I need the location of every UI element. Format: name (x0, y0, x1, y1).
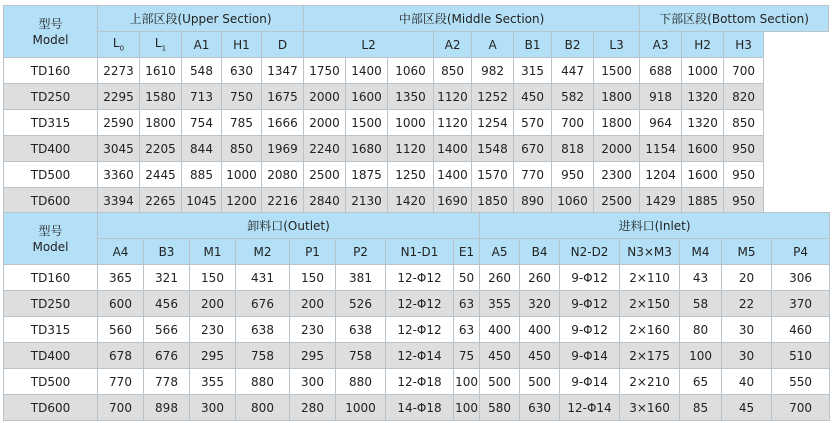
column-header-label: M5 (737, 244, 756, 259)
table-cell: 880 (336, 369, 386, 395)
column-header-label: N1-D1 (400, 244, 439, 259)
column-header (434, 32, 472, 58)
table-cell: 1429 (640, 188, 682, 214)
table-cell: 1045 (182, 188, 222, 214)
table-cell: 1400 (434, 162, 472, 188)
table-cell: 770 (514, 162, 552, 188)
table-cell: 2500 (304, 162, 346, 188)
column-header-label: H2 (694, 37, 711, 52)
table-cell: 1500 (346, 110, 388, 136)
table-cell: 9-Φ14 (560, 343, 620, 369)
table-cell: 800 (236, 395, 290, 421)
table-cell: 850 (724, 110, 764, 136)
column-header-label: L (154, 36, 162, 51)
table-cell: 1600 (682, 162, 724, 188)
column-header-label: P1 (305, 244, 320, 259)
table-cell: 2445 (140, 162, 182, 188)
model-cell: TD600 (4, 188, 98, 214)
column-header-label: A (488, 37, 497, 52)
table-cell: 9-Φ14 (560, 369, 620, 395)
table-cell: 3×160 (620, 395, 680, 421)
table-cell: 2265 (140, 188, 182, 214)
table-row (4, 110, 829, 136)
table-cell: 850 (222, 136, 262, 162)
table-cell: 150 (290, 265, 336, 291)
column-header (144, 239, 190, 265)
table-cell: 844 (182, 136, 222, 162)
table-cell: 20 (722, 265, 772, 291)
table-cell: 1600 (682, 136, 724, 162)
column-header-label: A4 (112, 244, 129, 259)
table-cell: 570 (514, 110, 552, 136)
table-cell: 1500 (594, 58, 640, 84)
table-cell: 1320 (682, 110, 724, 136)
column-header-label: H1 (233, 37, 250, 52)
table-cell: 1252 (472, 84, 514, 110)
table-cell: 700 (772, 395, 830, 421)
column-header (552, 32, 594, 58)
column-header (98, 32, 140, 58)
table-cell: 1000 (388, 110, 434, 136)
table-cell: 885 (182, 162, 222, 188)
table-cell: 1120 (434, 110, 472, 136)
model-header (4, 213, 98, 265)
table-cell: 400 (520, 317, 560, 343)
table-cell: 75 (454, 343, 480, 369)
table-row (4, 291, 830, 317)
lower-spec-table (3, 212, 830, 421)
table-cell: 2240 (304, 136, 346, 162)
table-cell: 100 (454, 369, 480, 395)
table-cell: 2000 (304, 84, 346, 110)
table-cell: 355 (190, 369, 236, 395)
table-cell: 2×210 (620, 369, 680, 395)
table-cell: 3394 (98, 188, 140, 214)
table-cell: 1580 (140, 84, 182, 110)
table-row (4, 188, 829, 214)
table-cell: 450 (520, 343, 560, 369)
column-header (236, 239, 290, 265)
table-cell: 1120 (388, 136, 434, 162)
table-cell: 1800 (140, 110, 182, 136)
table-cell: 1600 (346, 84, 388, 110)
column-header-label: A3 (652, 37, 669, 52)
table-cell: 63 (454, 317, 480, 343)
table-cell: 2000 (594, 136, 640, 162)
table-cell: 630 (222, 58, 262, 84)
table-cell: 65 (680, 369, 722, 395)
column-header-label: A5 (491, 244, 508, 259)
table-cell: 450 (514, 84, 552, 110)
column-header-label: P4 (793, 244, 809, 259)
table-cell: 12-Φ14 (560, 395, 620, 421)
group-header-bottom: 下部区段(Bottom Section) (640, 6, 829, 32)
table-cell: 300 (290, 369, 336, 395)
table-cell: 890 (514, 188, 552, 214)
table-row (4, 136, 829, 162)
table-cell: 3045 (98, 136, 140, 162)
table-cell: 500 (480, 369, 520, 395)
table-cell: 1750 (304, 58, 346, 84)
table-row (4, 317, 830, 343)
table-cell: 548 (182, 58, 222, 84)
table-cell: 880 (236, 369, 290, 395)
table-cell: 40 (722, 369, 772, 395)
table-cell: 1400 (434, 136, 472, 162)
table-cell: 30 (722, 317, 772, 343)
table-cell: 2080 (262, 162, 304, 188)
table-cell: 700 (98, 395, 144, 421)
group-header-middle: 中部区段(Middle Section) (304, 6, 640, 32)
table-cell: 1885 (682, 188, 724, 214)
table-cell: 2295 (98, 84, 140, 110)
column-header-label: M1 (203, 244, 222, 259)
table-cell: 295 (190, 343, 236, 369)
table-row (4, 369, 830, 395)
table-cell: 2000 (304, 110, 346, 136)
table-cell: 450 (480, 343, 520, 369)
group-header-outlet: 卸料口(Outlet) (98, 213, 480, 239)
model-label-en: Model (32, 32, 69, 47)
model-cell: TD400 (4, 343, 98, 369)
table-cell: 14-Φ18 (386, 395, 454, 421)
model-cell: TD160 (4, 58, 98, 84)
table-cell: 1060 (388, 58, 434, 84)
table-cell: 638 (336, 317, 386, 343)
table-cell: 150 (190, 265, 236, 291)
table-cell: 2×110 (620, 265, 680, 291)
table-cell: 2590 (98, 110, 140, 136)
model-cell: TD600 (4, 395, 98, 421)
table-cell: 2×150 (620, 291, 680, 317)
table-cell: 63 (454, 291, 480, 317)
table-cell: 260 (480, 265, 520, 291)
table-cell: 526 (336, 291, 386, 317)
table-cell: 566 (144, 317, 190, 343)
table-cell: 260 (520, 265, 560, 291)
table-cell: 850 (434, 58, 472, 84)
table-cell: 85 (680, 395, 722, 421)
table-cell: 80 (680, 317, 722, 343)
table-cell: 43 (680, 265, 722, 291)
table-cell: 770 (98, 369, 144, 395)
table-cell: 381 (336, 265, 386, 291)
column-header (336, 239, 386, 265)
table-cell: 676 (236, 291, 290, 317)
table-cell: 1060 (552, 188, 594, 214)
column-header (304, 32, 434, 58)
model-label-cn: 型号 (38, 16, 63, 31)
table-cell: 200 (290, 291, 336, 317)
column-header-label: D (277, 37, 288, 52)
column-header-label: M2 (253, 244, 272, 259)
column-header (640, 32, 682, 58)
table-cell: 750 (222, 84, 262, 110)
table-cell: 45 (722, 395, 772, 421)
table-cell: 400 (480, 317, 520, 343)
table-cell: 964 (640, 110, 682, 136)
column-header-label: L3 (609, 37, 624, 52)
table-row (4, 265, 830, 291)
table-cell: 818 (552, 136, 594, 162)
table-cell: 700 (724, 58, 764, 84)
table-cell: 1690 (434, 188, 472, 214)
group-header-inlet: 进料口(Inlet) (480, 213, 830, 239)
upper-spec-table (3, 5, 829, 214)
table-cell: 678 (98, 343, 144, 369)
table-cell: 1347 (262, 58, 304, 84)
table-cell: 12-Φ12 (386, 317, 454, 343)
table-cell: 1120 (434, 84, 472, 110)
table-cell: 50 (454, 265, 480, 291)
table-cell: 2×175 (620, 343, 680, 369)
model-cell: TD500 (4, 162, 98, 188)
table-cell: 950 (724, 188, 764, 214)
model-label-cn: 型号 (38, 223, 63, 238)
table-cell: 1154 (640, 136, 682, 162)
table-cell: 950 (552, 162, 594, 188)
table-cell: 315 (514, 58, 552, 84)
table-cell: 600 (98, 291, 144, 317)
table-cell: 2300 (594, 162, 640, 188)
table-cell: 321 (144, 265, 190, 291)
table-cell: 431 (236, 265, 290, 291)
table-cell: 300 (190, 395, 236, 421)
table-cell: 1850 (472, 188, 514, 214)
table-cell: 1254 (472, 110, 514, 136)
table-cell: 280 (290, 395, 336, 421)
table-row (4, 395, 830, 421)
column-header (290, 239, 336, 265)
table-cell: 2216 (262, 188, 304, 214)
table-cell: 630 (520, 395, 560, 421)
column-header (222, 32, 262, 58)
model-cell: TD250 (4, 291, 98, 317)
model-label-en: Model (32, 239, 69, 254)
column-header-subscript: 1 (161, 44, 167, 53)
table-cell: 1800 (594, 84, 640, 110)
model-cell: TD250 (4, 84, 98, 110)
model-cell: TD400 (4, 136, 98, 162)
table-cell: 638 (236, 317, 290, 343)
column-header-label: N3×M3 (627, 244, 672, 259)
table-cell: 447 (552, 58, 594, 84)
table-cell: 355 (480, 291, 520, 317)
column-header-label: B1 (524, 37, 541, 52)
table-cell: 500 (520, 369, 560, 395)
table-cell: 1420 (388, 188, 434, 214)
column-header-label: B2 (564, 37, 581, 52)
model-cell: TD315 (4, 317, 98, 343)
model-header (4, 6, 98, 58)
table-cell: 2273 (98, 58, 140, 84)
table-cell: 1800 (594, 110, 640, 136)
table-cell: 456 (144, 291, 190, 317)
table-cell: 12-Φ12 (386, 265, 454, 291)
table-cell: 778 (144, 369, 190, 395)
table-cell: 22 (722, 291, 772, 317)
table-cell: 9-Φ12 (560, 291, 620, 317)
column-header (262, 32, 304, 58)
table-cell: 550 (772, 369, 830, 395)
column-header-label: N2-D2 (570, 244, 609, 259)
table-cell: 320 (520, 291, 560, 317)
table-cell: 2840 (304, 188, 346, 214)
table-cell: 1204 (640, 162, 682, 188)
column-header (472, 32, 514, 58)
table-cell: 582 (552, 84, 594, 110)
column-header-label: A1 (193, 37, 210, 52)
table-cell: 100 (680, 343, 722, 369)
table-cell: 200 (190, 291, 236, 317)
table-cell: 510 (772, 343, 830, 369)
column-header (98, 239, 144, 265)
table-cell: 295 (290, 343, 336, 369)
table-cell: 230 (290, 317, 336, 343)
column-header-label: H3 (735, 37, 752, 52)
table-cell: 950 (724, 136, 764, 162)
table-cell: 676 (144, 343, 190, 369)
column-header-label: B4 (531, 244, 548, 259)
model-cell: TD315 (4, 110, 98, 136)
column-header (520, 239, 560, 265)
table-cell: 460 (772, 317, 830, 343)
table-cell: 2130 (346, 188, 388, 214)
column-header (722, 239, 772, 265)
table-cell: 1548 (472, 136, 514, 162)
column-header (620, 239, 680, 265)
table-row (4, 84, 829, 110)
column-header-label: A2 (444, 37, 461, 52)
table-cell: 580 (480, 395, 520, 421)
table-cell: 12-Φ18 (386, 369, 454, 395)
table-cell: 2×160 (620, 317, 680, 343)
column-header (682, 32, 724, 58)
column-header (182, 32, 222, 58)
table-cell: 1000 (682, 58, 724, 84)
table-cell: 670 (514, 136, 552, 162)
table-cell: 982 (472, 58, 514, 84)
table-cell: 12-Φ12 (386, 291, 454, 317)
table-cell: 58 (680, 291, 722, 317)
table-cell: 9-Φ12 (560, 317, 620, 343)
column-header-subscript: 0 (119, 44, 125, 53)
table-cell: 1666 (262, 110, 304, 136)
table-cell: 1875 (346, 162, 388, 188)
column-header-label: L2 (361, 37, 376, 52)
column-header (386, 239, 454, 265)
table-row (4, 162, 829, 188)
table-cell: 1400 (346, 58, 388, 84)
column-header (514, 32, 552, 58)
table-cell: 1250 (388, 162, 434, 188)
column-header (594, 32, 640, 58)
table-cell: 1610 (140, 58, 182, 84)
table-cell: 306 (772, 265, 830, 291)
column-header-label: L (112, 36, 120, 51)
table-cell: 9-Φ12 (560, 265, 620, 291)
table-row (4, 343, 830, 369)
table-cell: 688 (640, 58, 682, 84)
table-cell: 713 (182, 84, 222, 110)
column-header (190, 239, 236, 265)
table-cell: 370 (772, 291, 830, 317)
table-cell: 3360 (98, 162, 140, 188)
table-cell: 898 (144, 395, 190, 421)
model-cell: TD500 (4, 369, 98, 395)
table-cell: 230 (190, 317, 236, 343)
table-cell: 785 (222, 110, 262, 136)
group-header-upper: 上部区段(Upper Section) (98, 6, 304, 32)
table-cell: 1320 (682, 84, 724, 110)
column-header (724, 32, 764, 58)
table-cell: 700 (552, 110, 594, 136)
column-header (772, 239, 830, 265)
table-cell: 365 (98, 265, 144, 291)
table-cell: 30 (722, 343, 772, 369)
table-cell: 1000 (222, 162, 262, 188)
table-row (4, 58, 829, 84)
column-header (560, 239, 620, 265)
table-cell: 1000 (336, 395, 386, 421)
table-cell: 2500 (594, 188, 640, 214)
column-header (680, 239, 722, 265)
column-header (140, 32, 182, 58)
column-header-label: P2 (353, 244, 368, 259)
column-header (454, 239, 480, 265)
column-header-label: E1 (458, 244, 475, 259)
table-cell: 1675 (262, 84, 304, 110)
table-cell: 754 (182, 110, 222, 136)
table-cell: 1969 (262, 136, 304, 162)
column-header-label: B3 (158, 244, 175, 259)
table-cell: 1570 (472, 162, 514, 188)
table-cell: 918 (640, 84, 682, 110)
table-cell: 100 (454, 395, 480, 421)
column-header (480, 239, 520, 265)
table-cell: 560 (98, 317, 144, 343)
table-cell: 950 (724, 162, 764, 188)
table-cell: 820 (724, 84, 764, 110)
model-cell: TD160 (4, 265, 98, 291)
table-cell: 12-Φ14 (386, 343, 454, 369)
table-cell: 2205 (140, 136, 182, 162)
table-cell: 758 (236, 343, 290, 369)
column-header-label: M4 (691, 244, 710, 259)
table-cell: 758 (336, 343, 386, 369)
table-cell: 1680 (346, 136, 388, 162)
table-cell: 1200 (222, 188, 262, 214)
table-cell: 1350 (388, 84, 434, 110)
